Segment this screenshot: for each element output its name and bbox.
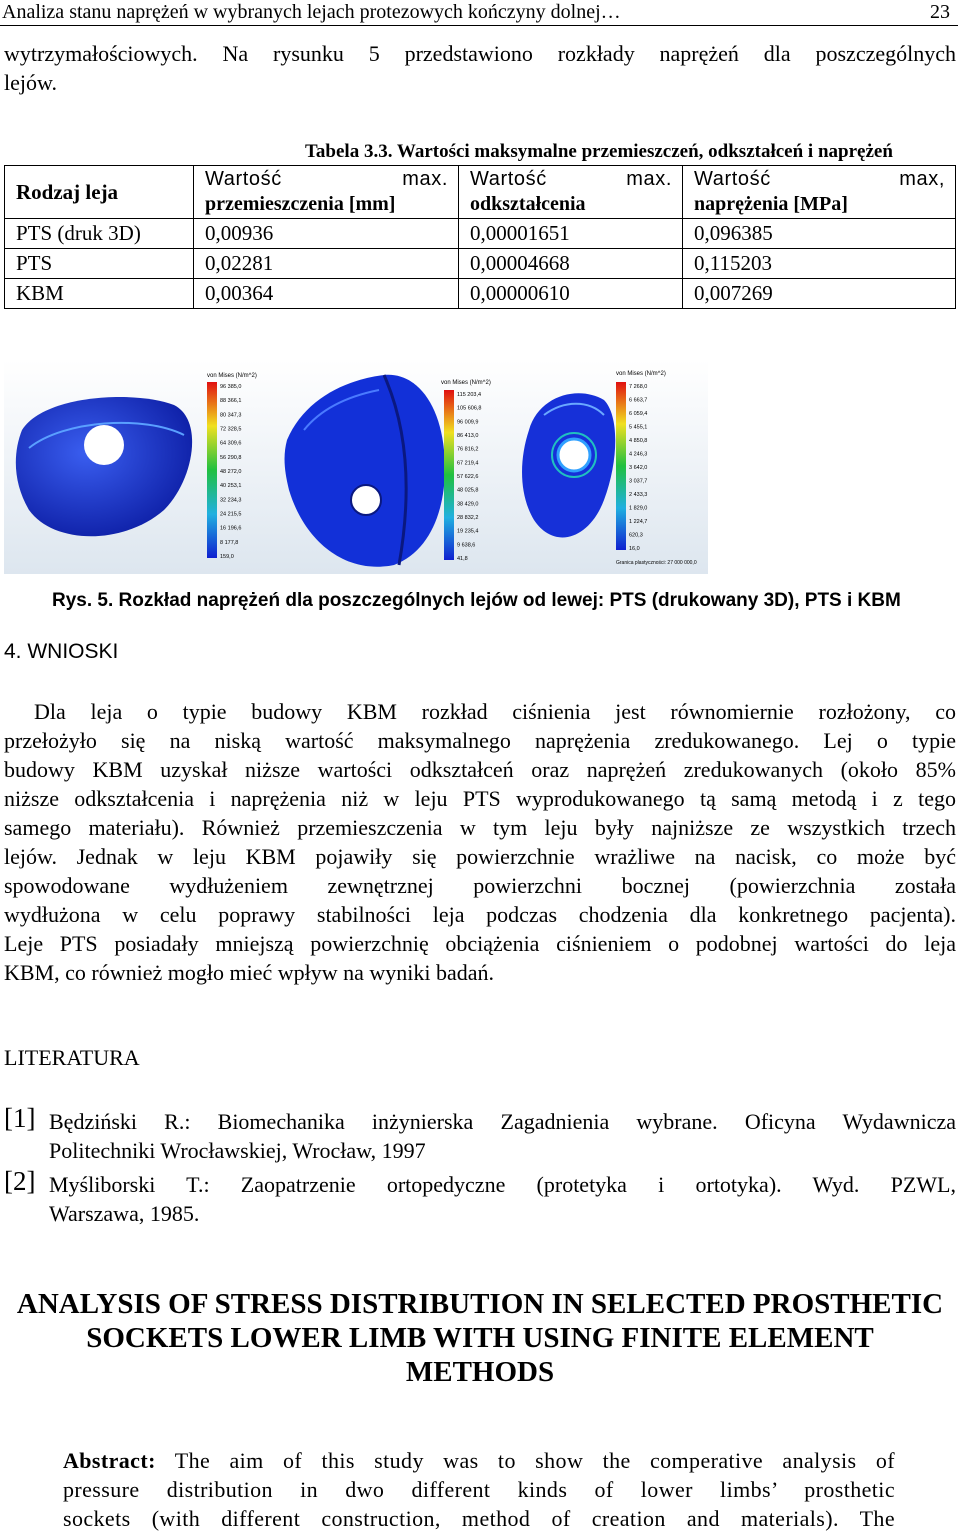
cell-strain: 0,00004668 — [459, 249, 683, 279]
table-caption: Tabela 3.3. Wartości maksymalne przemieszczeń, odkształceń i naprężeń — [305, 141, 893, 162]
header-strain — [459, 166, 683, 219]
cell-displacement: 0,00936 — [194, 219, 459, 249]
header-stress-word: Wartość — [694, 168, 771, 190]
conclusion-line: Leje PTS posiadały mniejszą powierzchnię obciążenia ciśnieniem o podobnej wartości do leja — [4, 931, 956, 956]
header-displacement-max: max. — [402, 168, 448, 190]
legend-tick-label: 86 413,0 — [457, 433, 479, 439]
cell-stress: 0,007269 — [683, 279, 956, 309]
legend-tick-label: 32 234,3 — [220, 497, 242, 504]
table-row — [5, 279, 956, 309]
legend-tick-label: 28 832,2 — [457, 515, 479, 521]
intro-line-2: lejów. — [4, 70, 57, 95]
cell-type: KBM — [5, 279, 194, 309]
cell-strain: 0,00000610 — [459, 279, 683, 309]
legend-tick-label: 88 366,1 — [220, 398, 242, 405]
yield-note: Granica plastyczności: 27 000 000,0 — [616, 560, 697, 566]
english-title-line: ANALYSIS OF STRESS DISTRIBUTION IN SELECTED PROSTHETIC — [16, 1288, 944, 1320]
header-rule — [0, 25, 958, 26]
conclusion-line: niższe odkształcenia i naprężenia niż w leju PTS wyprodukowanego tą samą metodą i z tego — [4, 786, 956, 811]
header-strain-word: Wartość — [470, 168, 547, 190]
cell-strain: 0,00001651 — [459, 219, 683, 249]
cell-displacement: 0,00364 — [194, 279, 459, 309]
abstract-line: pressure distribution in dwo different kinds of lower limbs’ prosthetic — [63, 1477, 895, 1502]
cell-stress: 0,096385 — [683, 219, 956, 249]
legend-tick-label: 3 642,0 — [629, 465, 648, 471]
header-strain-unit: odkształcenia — [470, 193, 586, 215]
color-scale-2 — [444, 390, 454, 560]
results-table — [4, 165, 956, 309]
section-heading: 4. WNIOSKI — [4, 640, 119, 663]
socket-opening-3 — [558, 439, 590, 471]
legend-tick-label: 115 203,4 — [457, 392, 482, 398]
english-title-line: SOCKETS LOWER LIMB WITH USING FINITE ELEMENT — [86, 1322, 874, 1354]
legend-tick-label: 16 196,6 — [220, 525, 242, 532]
legend-tick-label: 48 272,0 — [220, 469, 242, 475]
ref-line: Myśliborski T.: Zaopatrzenie ortopedyczne (protetyka i ortotyka). Wyd. PZWL, — [49, 1172, 956, 1197]
legend-tick-label: 4 246,3 — [629, 451, 648, 458]
legend-title-3: von Mises (N/m^2) — [616, 371, 666, 377]
abstract — [63, 1446, 895, 1533]
cell-stress: 0,115203 — [683, 249, 956, 279]
legend-tick-label: 96 009,9 — [457, 419, 479, 426]
abstract-label: Abstract: — [63, 1448, 156, 1473]
running-title: Analiza stanu naprężeń w wybranych lejach protezowych kończyny dolnej… — [2, 1, 621, 23]
abstract-line: sockets (with different construction, method of creation and materials). The — [63, 1506, 895, 1531]
legend-tick-label: 3 037,7 — [629, 478, 648, 485]
intro-line-1: wytrzymałościowych. Na rysunku 5 przedstawiono rozkłady naprężeń dla poszczególnych — [4, 41, 956, 66]
ref-number: [1] — [4, 1103, 36, 1133]
legend-tick-label: 8 177,8 — [220, 539, 239, 546]
legend-tick-label: 19 235,4 — [457, 528, 479, 535]
abstract-line — [63, 1446, 895, 1475]
literature-heading: LITERATURA — [4, 1045, 140, 1070]
legend-tick-label: 67 219,4 — [457, 460, 479, 467]
conclusion-line: lejów. Jednak w leju KBM pojawiły się powierzchnie wrażliwe na nacisk, co może być — [4, 844, 956, 869]
conclusion-line: przełożyło się na niską wartość maksymalnego naprężenia zredukowanego. Lej o typie — [4, 728, 956, 753]
cell-type: PTS — [5, 249, 194, 279]
legend-tick-label: 6 059,4 — [629, 411, 648, 417]
legend-tick-label: 48 025,8 — [457, 487, 479, 494]
legend-tick-label: 1 829,0 — [629, 505, 648, 512]
legend-tick-label: 2 433,3 — [629, 492, 648, 498]
legend-tick-label: 620,3 — [629, 532, 643, 539]
legend-tick-label: 40 253,1 — [220, 483, 242, 490]
ref-line: Będziński R.: Biomechanika inżynierska Zagadnienia wybrane. Oficyna Wydawnicza — [49, 1109, 956, 1134]
abstract-text: The aim of this study was to show the comperative analysis of — [174, 1448, 895, 1473]
table-row — [5, 249, 956, 279]
legend-tick-label: 1 224,7 — [629, 519, 648, 525]
page-number: 23 — [930, 1, 950, 23]
legend-tick-label: 9 638,6 — [457, 542, 476, 549]
legend-tick-label: 7 268,0 — [629, 384, 648, 390]
header-stress-max: max, — [899, 168, 945, 190]
socket-opening-1 — [84, 425, 124, 465]
legend-tick-label: 76 816,2 — [457, 446, 479, 453]
conclusion-line: Dla leja o typie budowy KBM rozkład ciśnienia jest równomiernie rozłożony, co — [34, 699, 956, 724]
english-title-line: METHODS — [405, 1356, 555, 1388]
legend-tick-label: 24 215,5 — [220, 511, 242, 518]
legend-tick-label: 6 663,7 — [629, 397, 648, 404]
fea-figure — [4, 360, 708, 574]
legend-title-2: von Mises (N/m^2) — [441, 380, 491, 386]
header-stress — [683, 166, 956, 219]
conclusion-line: spowodowane wydłużeniem zewnętrznej powierzchni bocznej (powierzchnia została — [4, 873, 956, 898]
color-scale-1 — [207, 382, 217, 558]
ref-line: Politechniki Wrocławskiej, Wrocław, 1997 — [49, 1138, 426, 1163]
legend-tick-label: 38 429,0 — [457, 501, 479, 508]
conclusion-line: KBM, co również mogło mieć wpływ na wyniki badań. — [4, 960, 495, 985]
header-socket-type: Rodzaj leja — [5, 166, 194, 219]
legend-tick-label: 56 290,8 — [220, 454, 242, 461]
legend-tick-label: 105 606,8 — [457, 405, 482, 412]
table-row — [5, 219, 956, 249]
legend-tick-label: 159,0 — [220, 554, 234, 560]
english-title — [0, 1287, 960, 1389]
header-displacement-word: Wartość — [205, 168, 282, 190]
header-stress-unit: naprężenia [MPa] — [694, 193, 848, 215]
legend-tick-label: 72 328,5 — [220, 426, 242, 433]
legend-tick-label: 96 385,0 — [220, 384, 242, 390]
header-strain-max: max. — [626, 168, 672, 190]
conclusion-line: samego materiału). Również przemieszczenia w tym leju były najniższe ze wszystkich trzech — [4, 815, 956, 840]
legend-tick-label: 57 622,6 — [457, 474, 479, 480]
ref-number: [2] — [4, 1166, 36, 1196]
figure-caption: Rys. 5. Rozkład naprężeń dla poszczególnych lejów od lewej: PTS (drukowany 3D), PTS i KBM — [52, 590, 901, 611]
legend-tick-label: 4 850,8 — [629, 438, 648, 444]
legend-title-1: von Mises (N/m^2) — [207, 373, 257, 379]
header-displacement — [194, 166, 459, 219]
legend-tick-label: 16,0 — [629, 546, 640, 552]
ref-line: Warszawa, 1985. — [49, 1201, 200, 1226]
legend-tick-label: 41,8 — [457, 556, 468, 562]
conclusion-line: budowy KBM uzyskał niższe wartości odkształceń oraz naprężeń zredukowanych (około 85% — [4, 757, 956, 782]
table-header-row — [5, 166, 956, 219]
color-scale-3 — [616, 382, 626, 550]
header-displacement-unit: przemieszczenia [mm] — [205, 193, 396, 215]
conclusion-line: wydłużona w celu poprawy stabilności leja podczas chodzenia dla konkretnego pacjenta). — [4, 902, 956, 927]
cell-type: PTS (druk 3D) — [5, 219, 194, 249]
legend-tick-label: 5 455,1 — [629, 424, 648, 431]
socket-opening-2 — [351, 485, 381, 515]
legend-tick-label: 64 309,6 — [220, 440, 242, 447]
cell-displacement: 0,02281 — [194, 249, 459, 279]
legend-tick-label: 80 347,3 — [220, 412, 242, 419]
